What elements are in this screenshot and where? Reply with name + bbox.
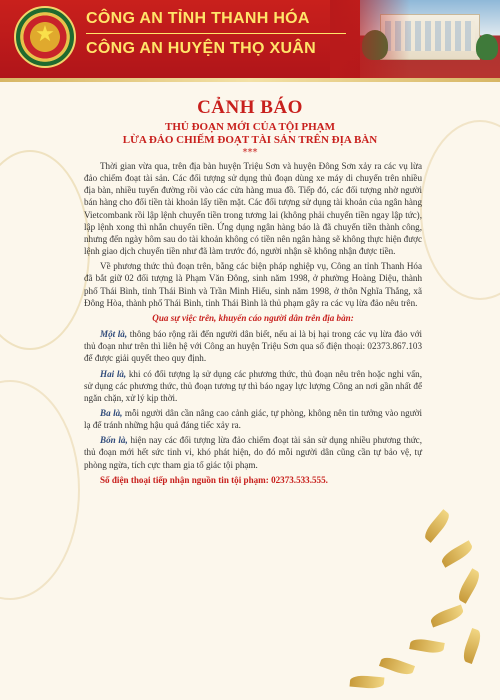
- header-divider: [86, 33, 346, 34]
- advice-item: [84, 328, 422, 364]
- gold-leaf-icon: [461, 628, 484, 664]
- advice-text: thông báo rộng rãi đến người dân biết, nếu ai là bị hại trong các vụ lừa đảo với thủ đoạn như trên thì liên hệ với Công an huyện Triệu Sơn qua số điện thoại: 02373.867.103 để được giải quyết theo quy định.: [84, 329, 423, 364]
- header-line-district: CÔNG AN HUYỆN THỌ XUÂN: [86, 40, 317, 57]
- gold-leaf-icon: [350, 675, 385, 690]
- tree-shape: [476, 34, 498, 60]
- advice-item: [84, 368, 422, 404]
- advice-lead: Bốn là,: [100, 435, 128, 446]
- advice-lead: Một là,: [100, 329, 128, 340]
- advice-text: khi có đối tượng lạ sử dụng các phương thức, thủ đoạn nêu trên hoặc nghi vấn, sử dụng các phương thức, thủ đoạn tương tự thì báo ngay lực lượng Công an nơi gần nhất để ngăn chặn, xử lý kịp thời.: [84, 368, 422, 403]
- gold-leaf-icon: [409, 637, 445, 655]
- gold-leaf-icon: [379, 655, 415, 678]
- separator-stars: ***: [242, 147, 258, 158]
- hotline-text: Số điện thoại tiếp nhận nguồn tin tội phạm: 02373.533.555.: [100, 474, 328, 485]
- subtitle-line-2: LỪA ĐẢO CHIẾM ĐOẠT TÀI SẢN TRÊN ĐỊA BÀN: [122, 134, 378, 146]
- page-title: CẢNH BÁO: [197, 97, 303, 118]
- subtitle-line-1: THỦ ĐOẠN MỚI CỦA TỘI PHẠM: [165, 121, 335, 133]
- gold-leaf-icon: [439, 540, 474, 567]
- gold-leaf-icon: [429, 605, 465, 628]
- advice-heading: Qua sự việc trên, khuyến cáo người dân trên địa bàn:: [152, 312, 354, 323]
- header-banner: [0, 0, 500, 78]
- advice-item: [84, 407, 422, 431]
- gold-leaf-icon: [455, 568, 482, 603]
- advice-item: [84, 434, 422, 470]
- advice-text: mỗi người dân cần nâng cao cảnh giác, tự phòng, không nên tin tưởng vào người lạ để tránh những hậu quả đáng tiếc xảy ra.: [84, 407, 422, 431]
- advice-lead: Ba là,: [100, 407, 123, 418]
- police-emblem-icon: [14, 6, 76, 68]
- decorative-swirl: [0, 380, 80, 600]
- paragraph-arrest: Về phương thức thủ đoạn trên, bằng các biện pháp nghiệp vụ, Công an tỉnh Thanh Hóa đã bắt giữ 02 đối tượng là Phạm Văn Đông, sinh năm 1998, ở phường Hoàng Diệu, thành phố Thái Bình, tỉnh Thái Bình và Trần Minh Hiếu, sinh năm 1998, ở thôn Nghĩa Thắng, xã Đông Hòa, thành phố Thái Bình, tỉnh Thái Bình là thủ phạm gây ra các vụ lừa đảo nêu trên.: [84, 261, 422, 308]
- advice-lead: Hai là,: [100, 368, 127, 379]
- decorative-swirl: [0, 150, 90, 350]
- paragraph-incident: Thời gian vừa qua, trên địa bàn huyện Triệu Sơn và huyện Đông Sơn xảy ra các vụ lừa đảo chiếm đoạt tài sản. Các đối tượng sử dụng thủ đoạn dùng xe máy di chuyển trên nhiều địa bàn, nhiều tuyến đường rồi vào các cửa hàng mua đồ. Tiếp đó, các đối tượng nhờ người bán hàng cho đổi tiền tài khoản lấy tiền mặt. Các đối tượng sử dụng tài khoản của ngân hàng Vietcombank rồi lập lệnh chuyển tiền trong tương lai (không phải chuyển tiền ngay lập tức), lập lệnh xong thì nhắn chuyển tiền. Ứng dụng ngân hàng báo là đã chuyển tiền thành công, nhưng đến ngày hôm sau do tài khoản không có tiền nên ngân hàng sẽ không thực hiện được lệnh giao dịch chuyển tiền như đã làm trước đó, người nhận sẽ không nhận được tiền.: [84, 161, 422, 257]
- advice-text: hiện nay các đối tượng lừa đảo chiếm đoạt tài sản sử dụng nhiều phương thức, thủ đoạn mới hết sức tinh vi, khó phát hiện, do đó mỗi người dân cũng cần tự bảo vệ, tự phòng ngừa, tích cực tham gia tố giác tội phạm.: [84, 435, 422, 470]
- gold-leaf-icon: [421, 509, 452, 543]
- star-icon: ★: [35, 22, 55, 47]
- gold-band-divider: [0, 78, 500, 82]
- header-line-province: CÔNG AN TỈNH THANH HÓA: [86, 10, 310, 27]
- article-body: [84, 160, 422, 489]
